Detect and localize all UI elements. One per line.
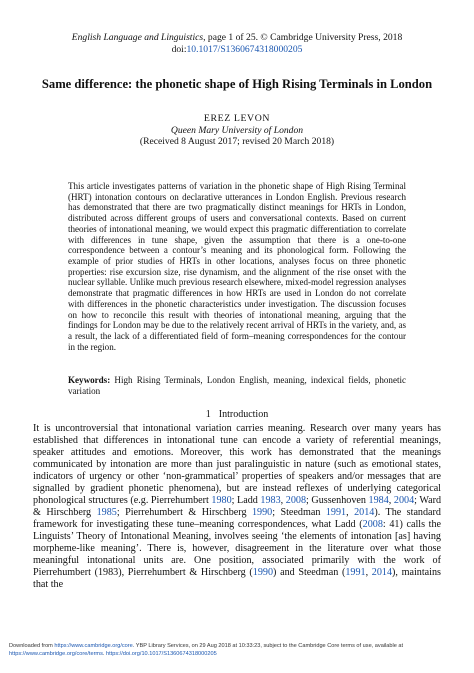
intro-text: , [365, 567, 372, 579]
citation-link[interactable]: 2014 [371, 567, 393, 579]
journal-citation [0, 32, 474, 44]
intro-text: ; Ward & Hirschberg [33, 495, 442, 519]
author-block [0, 113, 474, 148]
citation-link[interactable]: 1990 [252, 567, 274, 579]
footer-text: . [102, 650, 106, 657]
keywords [68, 375, 406, 396]
citation-link[interactable]: 2014 [354, 507, 375, 519]
intro-text: ; Pierrehumbert & Hirschberg [116, 507, 252, 519]
doi-footer-link[interactable]: https://doi.org/10.1017/S1360674318000205 [106, 650, 217, 657]
intro-text: , [388, 495, 394, 507]
section-heading [0, 409, 474, 421]
doi-prefix: doi: [171, 44, 187, 55]
footer-line-1 [9, 643, 469, 651]
doi-line [0, 44, 474, 56]
doi-link[interactable]: 10.1017/S1360674318000205 [186, 44, 303, 55]
section-title: Introduction [218, 409, 269, 420]
cambridge-core-link[interactable]: https://www.cambridge.org/core [54, 643, 133, 649]
intro-text: ; Steedman [272, 507, 326, 519]
footer-text: . YBP Library Services, on 29 Aug 2018 at 10:33:23, subject to the Cambridge Core terms of use, available at [132, 643, 404, 649]
author-name: EREZ LEVON [203, 113, 271, 124]
citation-link[interactable]: 1980 [211, 495, 232, 507]
citation-link[interactable]: 1991 [325, 507, 347, 519]
citation-link[interactable]: 1990 [251, 507, 273, 519]
citation-link[interactable]: 2004 [393, 495, 415, 507]
citation-link[interactable]: 1983 [260, 495, 281, 507]
citation-link[interactable]: 2008 [285, 495, 307, 507]
intro-text: : 41) calls the Linguists’ Theory of Intonational Meaning, involves seeing ‘the elements of intonation [as] having morpheme-like meaning’. There is, however, disagreement in the literature over what those meaningful intonational units are. One position, associated primarily with the work of Pierrehumbert (1983), Pierrehumbert & Hirschberg ( [33, 519, 442, 579]
keywords-label: Keywords: [68, 375, 111, 385]
keywords-text: High Rising Terminals, London English, meaning, indexical fields, phonetic variation [68, 375, 407, 396]
abstract: This article investigates patterns of variation in the phonetic shape of High Rising Terminal (HRT) intonation contours on declarative utterances in London English. Previous research has demonstrated that there are two pragmatically distinct meanings for HRTs in London, distributed across different groups of users and conversational contexts. Based on current theories of intonational meaning, we would expect this pragmatic differentiation to correlate with differences in tune shape, given the assumption that there is a one-to-one correspondence between a contour’s meaning and its phonological form. Following the example of prior studies of HRTs in other locations, analyses focus on three phonetic properties: rise excursion size, rise dynamism, and the alignment of the rise onset with the nuclear syllable. Unlike much previous research elsewhere, mixed-model regression analyses demonstrate that pragmatic differences in how HRTs are used in London do not correlate with differences in the phonetic characteristics under investigation. The discussion focuses on how to reconcile this result with theories of intonational meaning, arguing that the findings for London may be due to the relatively recent arrival of HRTs in the variety, and, as a result, the lack of a differentiated field of form–meaning correspondences for the contour in the region. [68, 181, 406, 352]
footer-text: Downloaded from [9, 643, 55, 649]
citation-link[interactable]: 1984 [368, 495, 389, 507]
intro-paragraph [33, 423, 441, 591]
page-info: , page 1 of 25. © Cambridge University Press, 2018 [203, 32, 403, 43]
intro-text: It is uncontroversial that intonational variation carries meaning. Research over many years has established that differences in intonational tune can encode a variety of referential meanings, speaker attitudes and emotions. Moreover, this work has demonstrated that the meanings communicated by intonation are more than just paralinguistic in nature (such as emotional states, indicators of urgency or other ‘non-grammatical’ properties of speakers and/or messages that are signalled by gradient phonetic phenomena), but are instead reflexes of underlying categorical phonological structures (e.g. Pierrehumbert [33, 423, 441, 507]
citation-link[interactable]: 1985 [96, 507, 117, 519]
intro-text: , [346, 507, 355, 519]
received-dates: (Received 8 August 2017; revised 20 March 2018) [139, 136, 335, 147]
intro-text: ) and Steedman ( [273, 567, 346, 579]
terms-link[interactable]: https://www.cambridge.org/core/terms [9, 650, 103, 657]
section-number: 1 [205, 409, 211, 420]
citation-link[interactable]: 2008 [362, 519, 383, 531]
citation-link[interactable]: 1991 [345, 567, 366, 579]
download-footer [9, 643, 469, 659]
journal-name: English Language and Linguistics [71, 32, 204, 43]
footer-line-2 [9, 651, 469, 659]
author-affiliation: Queen Mary University of London [170, 124, 304, 136]
intro-text: ; Gussenhoven [306, 495, 369, 507]
article-title: Same difference: the phonetic shape of High Rising Terminals in London [41, 77, 433, 91]
intro-text: ), maintains that the [33, 567, 441, 591]
intro-text: ; Ladd [231, 495, 261, 507]
intro-text: ). The standard framework for investigating these tune–meaning correspondences, what Ladd ( [33, 507, 441, 531]
intro-text: , [280, 495, 286, 507]
